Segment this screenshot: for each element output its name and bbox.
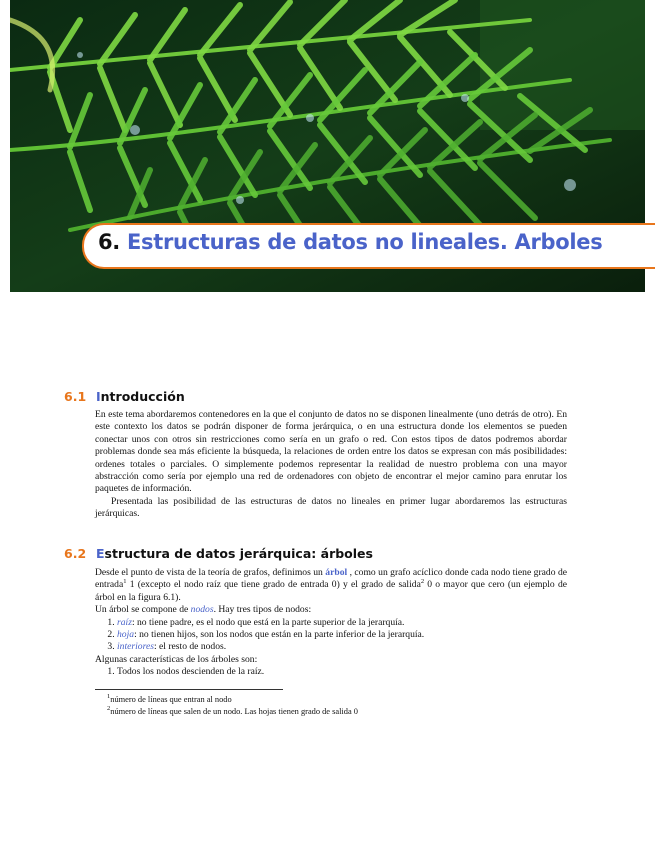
list-item: 1. raíz: no tiene padre, es el nodo que está en la parte superior de la jerarquía. [117,617,567,629]
section-heading-intro [64,389,185,404]
node-types-list [95,617,567,654]
trees-text [95,567,567,679]
intro-text [95,409,567,521]
footnote-ref-1[interactable]: 1 [123,578,127,586]
section-heading-trees [64,546,373,561]
trees-paragraph-3: Algunas características de los árboles son: [95,653,258,665]
section-number: 6.1 [64,389,87,404]
section-title-initial: E [96,546,105,561]
section-title-rest: ntroducción [100,389,185,404]
term-arbol: árbol [325,567,348,578]
chapter-title-text: Estructuras de datos no lineales. Arboles [127,230,603,254]
characteristics-list [95,666,567,678]
section-title-rest: structura de datos jerárquica: árboles [104,546,373,561]
section-title-initial: I [96,389,101,404]
footnote-1: $^1$número de líneas que entran al nodo [107,693,232,704]
intro-paragraph-2: Presentada las posibilidad de las estructuras de datos no lineales en primer lugar abordaremos las estructuras jerárquicas. [95,495,567,520]
footnote-divider [95,689,283,690]
trees-paragraph-1: Desde el punto de vista de la teoría de grafos, definimos un árbol , como un grafo acíclico donde cada nodo tiene grado de entrada$^1$ 1 (excepto el nodo raíz que tiene grado de entrada 0) y el grado de salida$^2$ 0 o mayor que cero (un ejemplo de árbol en la figura 6.1). [95,567,567,603]
chapter-title-box [82,223,655,269]
footnote-ref-2[interactable]: 2 [420,578,425,586]
list-item: 1. Todos los nodos descienden de la raíz. [117,666,567,678]
list-item: 2. hoja: no tienen hijos, son los nodos que están en la parte inferior de la jerarquía. [117,629,567,641]
term-nodos: nodos [190,604,214,616]
list-item: 3. interiores: el resto de nodos. [117,641,567,653]
trees-paragraph-2: Un árbol se compone de nodos. Hay tres tipos de nodos: [95,604,312,616]
chapter-number: 6. [98,230,120,254]
footnote-2: $^2$número de líneas que salen de un nodo. Las hojas tienen grado de salida 0 [107,705,358,716]
chapter-title [98,230,602,254]
section-number: 6.2 [64,546,87,561]
intro-paragraph-1: En este tema abordaremos contenedores en la que el conjunto de datos no se disponen linealmente (uno detrás de otro). En este contexto los datos se podrán disponer de forma jerárquica, o en una estructura donde los elementos se pueden conectar unos con otros sin restricciones como sería en un grafo o red. Con estos tipos de datos podremos abordar problemas donde sea más eficiente la búsqueda, la relaciones de orden entre los datos se expresan con más posibilidades: ordenes totales o parciales. O simplemente podemos representar la realidad de nuestro problema con una mayor abstracción como sería por ejemplo una red de ordenadores con objeto de encontrar el mejor camino para enrutar los paquetes de información. [95,409,567,495]
